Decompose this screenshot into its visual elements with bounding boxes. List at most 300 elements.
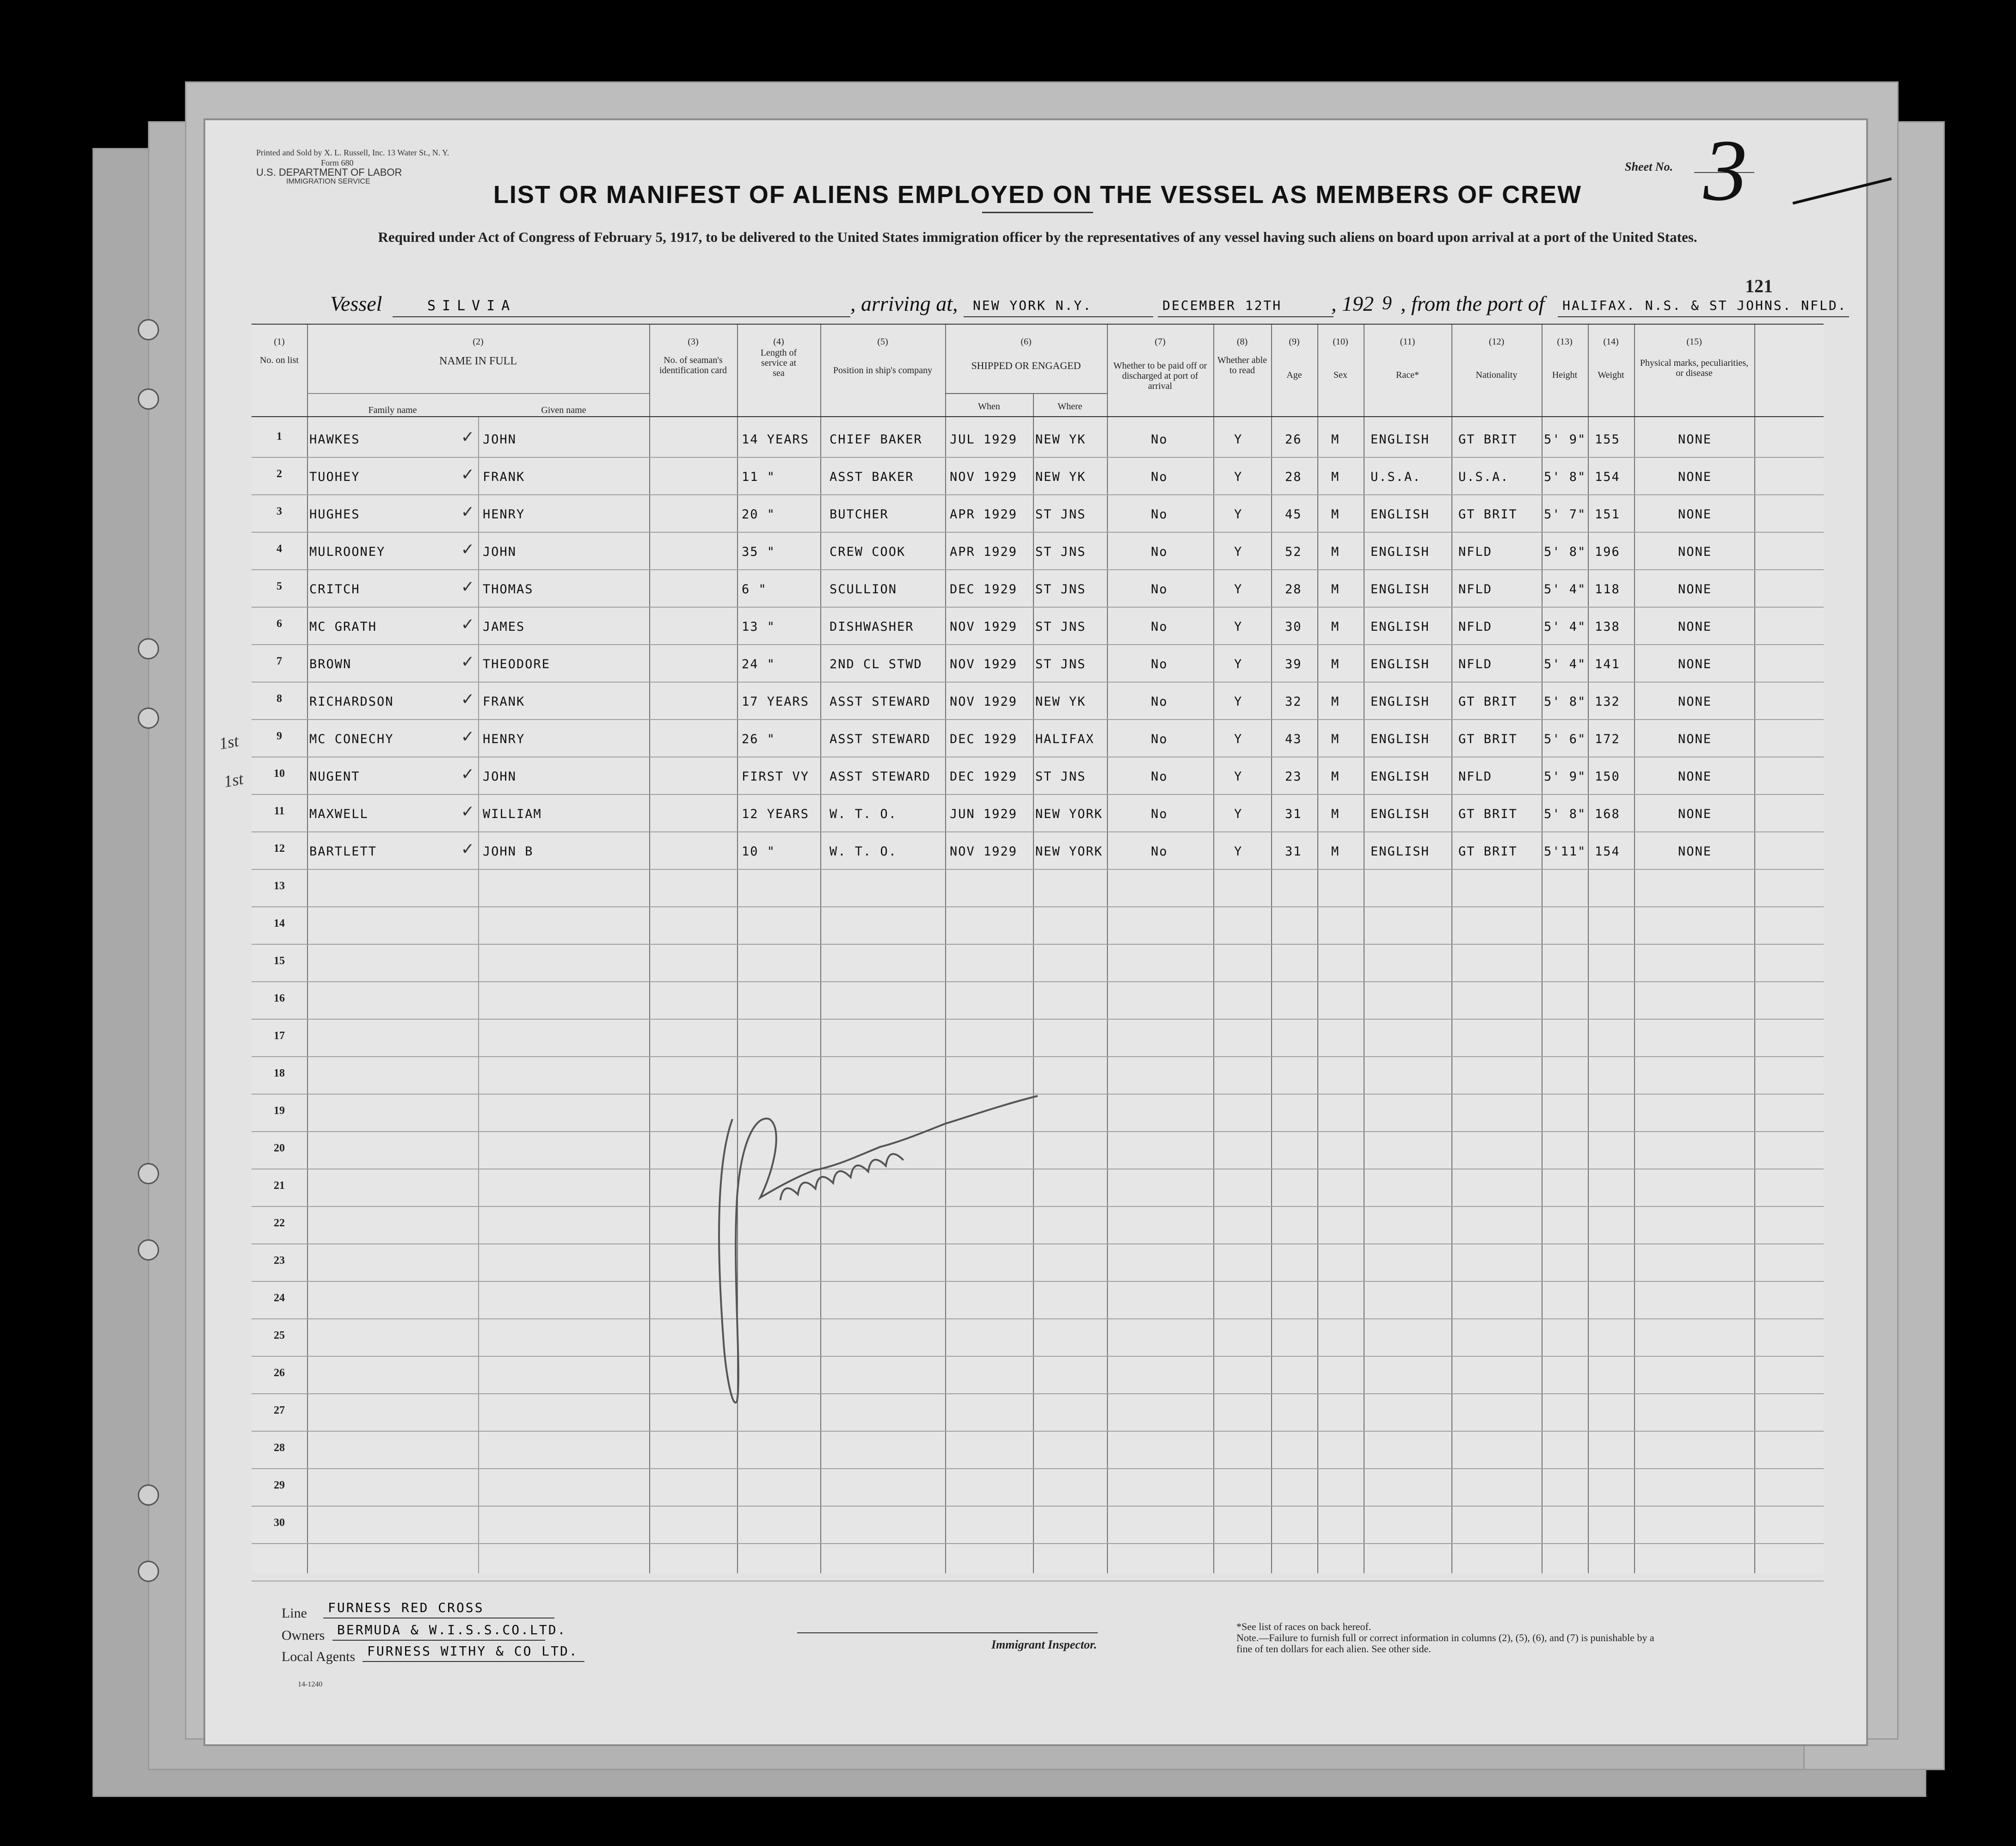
cell-position: W. T. O. (830, 807, 897, 821)
cell-race: ENGLISH (1371, 582, 1430, 597)
row-rule (252, 869, 1824, 870)
cell-read: Y (1234, 620, 1243, 634)
cell-nationality: NFLD (1458, 657, 1493, 671)
cell-age: 32 (1285, 695, 1302, 709)
cell-where: NEW YORK (1035, 844, 1103, 859)
cell-read: Y (1234, 507, 1243, 522)
check-mark-icon: ✓ (462, 576, 474, 597)
cell-height: 5' 6" (1544, 732, 1586, 746)
inspector-signature-line (797, 1632, 1098, 1633)
cell-family: BROWN (309, 657, 352, 671)
cell-weight: 172 (1595, 732, 1620, 746)
cell-service: 20 " (742, 507, 776, 522)
cell-paid: No (1151, 844, 1168, 859)
column-rule (1634, 324, 1635, 1573)
row-number: 4 (277, 543, 282, 555)
sheet-number: 3 (1703, 122, 1747, 219)
cell-nationality: NFLD (1458, 620, 1493, 634)
service: IMMIGRATION SERVICE (286, 178, 370, 185)
row-number: 11 (274, 805, 285, 817)
cell-read: Y (1234, 545, 1243, 559)
column-rule (1542, 324, 1543, 1573)
cell-weight: 138 (1595, 620, 1620, 634)
cell-sex: M (1331, 807, 1340, 821)
cell-nationality: GT BRIT (1458, 507, 1518, 522)
row-rule (252, 944, 1824, 945)
cell-race: ENGLISH (1371, 545, 1430, 559)
cell-where: NEW YK (1035, 695, 1086, 709)
vessel-name: SILVIA (427, 298, 516, 314)
manifest-subtitle: Required under Act of Congress of February 5, 1917, to be delivered to the United States immigration officer by the representatives of any vessel having such aliens on board upon arrival at a port of the United States. (378, 229, 1697, 245)
cell-when: NOV 1929 (950, 620, 1018, 634)
footer-form-code: 14-1240 (298, 1680, 323, 1688)
cell-family: NUGENT (309, 769, 360, 784)
cell-position: ASST BAKER (830, 470, 914, 484)
col-age-num: (9) (1289, 337, 1300, 347)
row-number: 27 (274, 1404, 285, 1416)
cell-weight: 151 (1595, 507, 1620, 522)
col-shipped-num: (6) (1020, 337, 1032, 347)
manifest-page (203, 118, 1868, 1746)
cell-paid: No (1151, 695, 1168, 709)
row-number: 6 (277, 618, 282, 630)
margin-note: 1st (217, 731, 240, 753)
year-suffix: 9 (1382, 293, 1392, 314)
cell-marks: NONE (1678, 582, 1712, 597)
margin-note: 1st (222, 769, 245, 791)
cell-paid: No (1151, 545, 1168, 559)
cell-age: 31 (1285, 844, 1302, 859)
arrival-date: DECEMBER 12TH (1162, 298, 1282, 313)
cell-given: FRANK (483, 470, 525, 484)
cell-given: JOHN (483, 545, 517, 559)
cell-paid: No (1151, 432, 1168, 447)
cell-sex: M (1331, 470, 1340, 484)
col-family-label: Family name (368, 405, 417, 415)
col-no-label: No. on list (260, 355, 299, 365)
cell-position: 2ND CL STWD (830, 657, 922, 671)
row-rule (252, 1019, 1824, 1020)
col-marks-num: (15) (1686, 337, 1702, 347)
col-nationality-label: Nationality (1475, 370, 1518, 380)
cell-service: 17 YEARS (742, 695, 810, 709)
cell-weight: 132 (1595, 695, 1620, 709)
cell-where: ST JNS (1035, 657, 1086, 671)
cell-age: 28 (1285, 582, 1302, 597)
column-rule (1754, 324, 1755, 1573)
cell-where: HALIFAX (1035, 732, 1094, 746)
cell-sex: M (1331, 620, 1340, 634)
line-label: Line (282, 1606, 307, 1621)
cell-sex: M (1331, 545, 1340, 559)
row-number: 28 (274, 1442, 285, 1454)
column-rule (1451, 324, 1452, 1573)
check-mark-icon: ✓ (462, 688, 474, 709)
cell-family: RICHARDSON (309, 695, 394, 709)
col-height-num: (13) (1557, 337, 1573, 347)
col-race-label: Race* (1396, 370, 1419, 380)
column-rule (649, 324, 650, 1573)
cell-position: CHIEF BAKER (830, 432, 922, 447)
owners-value: BERMUDA & W.I.S.S.CO.LTD. (337, 1622, 567, 1637)
races-note: *See list of races on back hereof. (1236, 1621, 1371, 1632)
cell-given: THEODORE (483, 657, 551, 671)
cell-read: Y (1234, 582, 1243, 597)
cell-paid: No (1151, 657, 1168, 671)
row-number: 3 (277, 505, 282, 517)
cell-paid: No (1151, 507, 1168, 522)
cell-read: Y (1234, 844, 1243, 859)
row-number: 10 (274, 768, 285, 780)
column-rule (307, 324, 308, 1573)
cell-sex: M (1331, 769, 1340, 784)
cell-position: ASST STEWARD (830, 732, 931, 746)
cell-service: 26 " (742, 732, 776, 746)
cell-when: APR 1929 (950, 507, 1018, 522)
cell-where: ST JNS (1035, 620, 1086, 634)
cell-given: HENRY (483, 732, 525, 746)
row-number: 16 (274, 992, 285, 1004)
cell-service: 13 " (742, 620, 776, 634)
owners-label: Owners (282, 1628, 325, 1643)
cell-sex: M (1331, 432, 1340, 447)
row-number: 20 (274, 1142, 285, 1154)
cell-height: 5' 8" (1544, 695, 1586, 709)
cell-weight: 168 (1595, 807, 1620, 821)
row-number: 24 (274, 1292, 285, 1304)
cell-marks: NONE (1678, 545, 1712, 559)
from-port: HALIFAX. N.S. & ST JOHNS. NFLD. (1562, 298, 1847, 313)
agents-value: FURNESS WITHY & CO LTD. (367, 1643, 578, 1659)
cell-race: ENGLISH (1371, 844, 1430, 859)
col-marks-label: Physical marks, peculiarities, or disease (1640, 358, 1749, 378)
cell-when: JUN 1929 (950, 807, 1018, 821)
cell-height: 5' 9" (1544, 432, 1586, 447)
cell-given: HENRY (483, 507, 525, 522)
row-number: 8 (277, 693, 282, 705)
col-when-label: When (978, 401, 1000, 412)
cell-height: 5' 4" (1544, 657, 1586, 671)
cell-given: JOHN (483, 432, 517, 447)
check-mark-icon: ✓ (462, 613, 474, 634)
cell-when: JUL 1929 (950, 432, 1018, 447)
row-number: 23 (274, 1255, 285, 1267)
cell-height: 5' 8" (1544, 807, 1586, 821)
cell-service: 24 " (742, 657, 776, 671)
cell-read: Y (1234, 695, 1243, 709)
vessel-label: Vessel (330, 292, 382, 315)
cell-family: MAXWELL (309, 807, 369, 821)
check-mark-icon: ✓ (462, 763, 474, 784)
row-number: 26 (274, 1367, 285, 1379)
cell-paid: No (1151, 807, 1168, 821)
penalty-note: Note.—Failure to furnish full or correct information in columns (2), (5), (6), and (7) is punishable by a fine of ten dollars for each alien. See other side. (1236, 1632, 1654, 1655)
sheet-label: Sheet No. (1625, 160, 1673, 173)
cell-weight: 118 (1595, 582, 1620, 597)
cell-read: Y (1234, 769, 1243, 784)
cell-position: BUTCHER (830, 507, 889, 522)
cell-nationality: GT BRIT (1458, 807, 1518, 821)
col-name-num: (2) (473, 337, 484, 347)
binder-hole (138, 1239, 159, 1261)
inspector-signature (705, 1077, 1075, 1429)
column-rule (1317, 324, 1318, 1573)
row-rule (252, 682, 1824, 683)
cell-age: 43 (1285, 732, 1302, 746)
header-rule (252, 416, 1824, 417)
row-rule (252, 794, 1824, 795)
cell-nationality: U.S.A. (1458, 470, 1509, 484)
col-read-label: Whether able to read (1217, 355, 1267, 375)
cell-family: MC GRATH (309, 620, 377, 634)
cell-race: U.S.A. (1371, 470, 1421, 484)
row-number: 9 (277, 730, 282, 742)
cell-given: JOHN B (483, 844, 534, 859)
cell-given: FRANK (483, 695, 525, 709)
check-mark-icon: ✓ (462, 538, 474, 560)
row-number: 22 (274, 1217, 285, 1229)
cell-read: Y (1234, 432, 1243, 447)
col-read-num: (8) (1236, 337, 1248, 347)
agents-underline (363, 1661, 584, 1662)
inspector-label: Immigrant Inspector. (991, 1638, 1097, 1651)
cell-weight: 196 (1595, 545, 1620, 559)
cell-nationality: NFLD (1458, 769, 1493, 784)
cell-race: ENGLISH (1371, 807, 1430, 821)
cell-marks: NONE (1678, 695, 1712, 709)
cell-height: 5'11" (1544, 844, 1586, 859)
col-sex-label: Sex (1334, 370, 1347, 380)
row-rule (252, 906, 1824, 907)
cell-service: 11 " (742, 470, 776, 484)
cell-family: HUGHES (309, 507, 360, 522)
column-rule (1213, 324, 1214, 1573)
cell-sex: M (1331, 732, 1340, 746)
col-position-num: (5) (877, 337, 888, 347)
row-number: 25 (274, 1329, 285, 1341)
col-paid-label: Whether to be paid off or discharged at port of arrival (1113, 361, 1207, 391)
cell-family: MC CONECHY (309, 732, 394, 746)
col-service-num: (4) (773, 337, 784, 347)
binder-hole (138, 1484, 159, 1506)
cell-race: ENGLISH (1371, 620, 1430, 634)
cell-where: NEW YK (1035, 470, 1086, 484)
cell-marks: NONE (1678, 620, 1712, 634)
cell-when: APR 1929 (950, 545, 1018, 559)
row-rule (252, 719, 1824, 720)
cell-race: ENGLISH (1371, 769, 1430, 784)
cell-family: MULROONEY (309, 545, 386, 559)
cell-family: BARTLETT (309, 844, 377, 859)
row-number: 19 (274, 1105, 285, 1117)
cell-nationality: GT BRIT (1458, 695, 1518, 709)
cell-sex: M (1331, 657, 1340, 671)
department: U.S. DEPARTMENT OF LABOR (256, 166, 402, 178)
from-line (1558, 316, 1849, 317)
cell-marks: NONE (1678, 432, 1712, 447)
cell-paid: No (1151, 732, 1168, 746)
row-rule (252, 457, 1824, 458)
col-sex-num: (10) (1333, 337, 1348, 347)
cell-position: SCULLION (830, 582, 897, 597)
column-rule (1588, 324, 1589, 1573)
binder-hole (138, 319, 159, 340)
date-line (1158, 316, 1334, 317)
cell-marks: NONE (1678, 657, 1712, 671)
line-value: FURNESS RED CROSS (328, 1600, 484, 1615)
cell-nationality: GT BRIT (1458, 732, 1518, 746)
cell-when: DEC 1929 (950, 769, 1018, 784)
binder-hole (138, 1561, 159, 1582)
form-number: Form 680 (321, 158, 354, 167)
check-mark-icon: ✓ (462, 426, 474, 447)
check-mark-icon: ✓ (462, 651, 474, 672)
printer-line: Printed and Sold by X. L. Russell, Inc. 13 Water St., N. Y. (256, 148, 449, 157)
row-number: 2 (277, 468, 282, 480)
cell-position: W. T. O. (830, 844, 897, 859)
col-weight-num: (14) (1603, 337, 1619, 347)
check-mark-icon: ✓ (462, 501, 474, 522)
cell-family: CRITCH (309, 582, 360, 597)
row-rule (252, 607, 1824, 608)
check-mark-icon: ✓ (462, 463, 474, 485)
cell-paid: No (1151, 470, 1168, 484)
cell-age: 28 (1285, 470, 1302, 484)
cell-service: 14 YEARS (742, 432, 810, 447)
row-rule (252, 1506, 1824, 1507)
cell-read: Y (1234, 732, 1243, 746)
cell-race: ENGLISH (1371, 695, 1430, 709)
cell-paid: No (1151, 620, 1168, 634)
col-height-label: Height (1552, 370, 1578, 380)
row-rule (252, 981, 1824, 982)
cell-given: JOHN (483, 769, 517, 784)
row-number: 7 (277, 655, 282, 667)
row-number: 17 (274, 1030, 285, 1042)
cell-height: 5' 9" (1544, 769, 1586, 784)
cell-race: ENGLISH (1371, 657, 1430, 671)
arriving-line (964, 316, 1153, 317)
cell-age: 30 (1285, 620, 1302, 634)
cell-service: 12 YEARS (742, 807, 810, 821)
cell-nationality: GT BRIT (1458, 432, 1518, 447)
cell-sex: M (1331, 844, 1340, 859)
binder-hole (138, 1163, 159, 1184)
row-number: 21 (274, 1180, 285, 1192)
cell-sex: M (1331, 507, 1340, 522)
row-number: 12 (274, 843, 285, 855)
manifest-title: LIST OR MANIFEST OF ALIENS EMPLOYED ON THE VESSEL AS MEMBERS OF CREW (493, 181, 1582, 209)
cell-read: Y (1234, 657, 1243, 671)
header-rule (252, 324, 1824, 325)
row-rule (252, 644, 1824, 645)
cell-height: 5' 8" (1544, 545, 1586, 559)
binder-hole (138, 638, 159, 659)
col-name-label: NAME IN FULL (439, 355, 517, 367)
cell-marks: NONE (1678, 807, 1712, 821)
cell-service: FIRST VY (742, 769, 810, 784)
cell-position: ASST STEWARD (830, 769, 931, 784)
cell-service: 6 " (742, 582, 767, 597)
col-no-num: (1) (274, 337, 285, 347)
cell-paid: No (1151, 769, 1168, 784)
owners-underline (332, 1640, 545, 1641)
cell-position: DISHWASHER (830, 620, 914, 634)
year-prefix: , 192 (1331, 292, 1374, 315)
arriving-port: NEW YORK N.Y. (973, 298, 1093, 313)
cell-where: NEW YK (1035, 432, 1086, 447)
cell-marks: NONE (1678, 844, 1712, 859)
cell-paid: No (1151, 582, 1168, 597)
row-rule (252, 1056, 1824, 1057)
cell-where: ST JNS (1035, 769, 1086, 784)
cell-when: NOV 1929 (950, 844, 1018, 859)
cell-age: 23 (1285, 769, 1302, 784)
cell-nationality: GT BRIT (1458, 844, 1518, 859)
row-number: 18 (274, 1067, 285, 1079)
col-weight-label: Weight (1598, 370, 1624, 380)
cell-height: 5' 4" (1544, 582, 1586, 597)
cell-age: 45 (1285, 507, 1302, 522)
cell-where: ST JNS (1035, 582, 1086, 597)
cell-nationality: NFLD (1458, 545, 1493, 559)
agents-label: Local Agents (282, 1649, 356, 1664)
col-age-label: Age (1286, 370, 1302, 380)
cell-when: DEC 1929 (950, 582, 1018, 597)
cell-given: JAMES (483, 620, 525, 634)
cell-height: 5' 8" (1544, 470, 1586, 484)
cell-weight: 141 (1595, 657, 1620, 671)
cell-where: ST JNS (1035, 507, 1086, 522)
cell-race: ENGLISH (1371, 732, 1430, 746)
cell-read: Y (1234, 470, 1243, 484)
cell-race: ENGLISH (1371, 432, 1430, 447)
cell-age: 52 (1285, 545, 1302, 559)
cell-race: ENGLISH (1371, 507, 1430, 522)
check-mark-icon: ✓ (462, 800, 474, 822)
binder-hole (138, 388, 159, 410)
col-shipped-label: SHIPPED OR ENGAGED (971, 360, 1081, 371)
cell-position: CREW COOK (830, 545, 906, 559)
cell-age: 39 (1285, 657, 1302, 671)
cell-when: DEC 1929 (950, 732, 1018, 746)
cell-marks: NONE (1678, 507, 1712, 522)
row-number: 1 (277, 431, 282, 443)
row-rule (252, 831, 1824, 832)
cell-family: HAWKES (309, 432, 360, 447)
cell-marks: NONE (1678, 769, 1712, 784)
column-rule (478, 416, 479, 1573)
check-mark-icon: ✓ (462, 838, 474, 859)
cell-service: 35 " (742, 545, 776, 559)
cell-weight: 154 (1595, 844, 1620, 859)
col-paid-num: (7) (1155, 337, 1166, 347)
cell-height: 5' 4" (1544, 620, 1586, 634)
row-number: 15 (274, 955, 285, 967)
col-idcard-label: No. of seaman's identification card (659, 355, 727, 375)
binder-hole (138, 708, 159, 729)
row-rule (252, 1543, 1824, 1544)
cell-height: 5' 7" (1544, 507, 1586, 522)
col-service-label: Length of service at sea (760, 348, 797, 378)
cell-family: TUOHEY (309, 470, 360, 484)
row-number: 30 (274, 1517, 285, 1529)
arriving-label: , arriving at, (850, 292, 958, 315)
cell-given: THOMAS (483, 582, 534, 597)
row-number: 5 (277, 580, 282, 592)
row-number: 14 (274, 917, 285, 929)
row-rule (252, 1468, 1824, 1469)
